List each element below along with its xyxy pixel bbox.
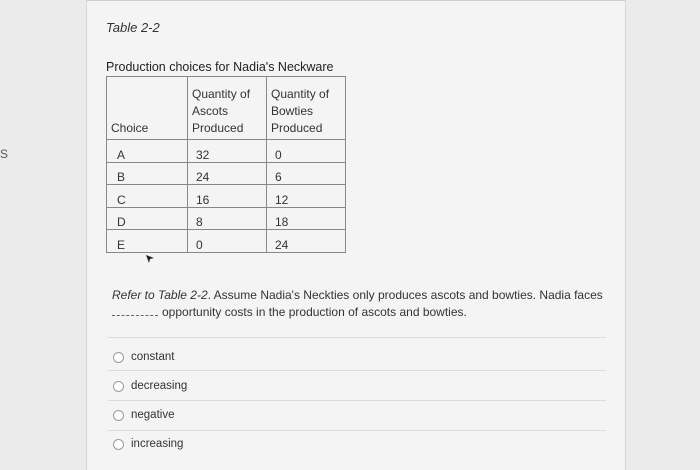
divider bbox=[108, 400, 606, 401]
divider bbox=[108, 430, 606, 431]
option-decreasing[interactable] bbox=[113, 380, 187, 392]
cell-ascots: 24 bbox=[188, 162, 267, 185]
radio-button[interactable] bbox=[113, 352, 124, 363]
table-title: Table 2-2 bbox=[106, 20, 160, 35]
table-row bbox=[107, 185, 346, 208]
question-text bbox=[112, 287, 612, 321]
cell-choice: A bbox=[107, 140, 188, 163]
cell-bowties: 18 bbox=[267, 207, 346, 230]
table-header-row bbox=[107, 77, 346, 140]
header-ascots: Quantity of Ascots Produced bbox=[188, 77, 267, 140]
option-label: constant bbox=[131, 351, 175, 363]
edge-marker: S bbox=[0, 147, 9, 161]
cell-choice: D bbox=[107, 207, 188, 230]
answer-blank bbox=[112, 305, 158, 316]
mouse-cursor-icon bbox=[145, 254, 155, 264]
table-row bbox=[107, 140, 346, 163]
table-caption: Production choices for Nadia's Neckware bbox=[106, 60, 334, 74]
cell-bowties: 0 bbox=[267, 140, 346, 163]
production-table bbox=[106, 76, 346, 253]
cell-bowties: 24 bbox=[267, 230, 346, 253]
radio-button[interactable] bbox=[113, 410, 124, 421]
cell-choice: C bbox=[107, 185, 188, 208]
cell-ascots: 16 bbox=[188, 185, 267, 208]
cell-ascots: 8 bbox=[188, 207, 267, 230]
cell-bowties: 6 bbox=[267, 162, 346, 185]
header-bowties: Quantity of Bowties Produced bbox=[267, 77, 346, 140]
radio-button[interactable] bbox=[113, 439, 124, 450]
question-reference: Refer to Table 2-2 bbox=[112, 288, 208, 302]
question-line-1: . Assume Nadia's Neckties only produces ascots and bowties. Nadia faces bbox=[207, 288, 603, 302]
cell-choice: E bbox=[107, 230, 188, 253]
cell-ascots: 0 bbox=[188, 230, 267, 253]
table-row bbox=[107, 162, 346, 185]
table-row bbox=[107, 230, 346, 253]
divider bbox=[108, 370, 606, 371]
cell-ascots: 32 bbox=[188, 140, 267, 163]
radio-button[interactable] bbox=[113, 381, 124, 392]
panel-top-border bbox=[87, 0, 625, 1]
table-row bbox=[107, 207, 346, 230]
option-label: negative bbox=[131, 409, 175, 421]
option-negative[interactable] bbox=[113, 409, 174, 421]
question-line-2: opportunity costs in the production of ascots and bowties. bbox=[162, 305, 467, 319]
header-choice: Choice bbox=[107, 77, 188, 140]
divider bbox=[108, 337, 606, 338]
option-label: increasing bbox=[131, 438, 184, 450]
option-increasing[interactable] bbox=[113, 438, 183, 450]
cell-bowties: 12 bbox=[267, 185, 346, 208]
option-constant[interactable] bbox=[113, 351, 174, 363]
cell-choice: B bbox=[107, 162, 188, 185]
option-label: decreasing bbox=[131, 380, 188, 392]
